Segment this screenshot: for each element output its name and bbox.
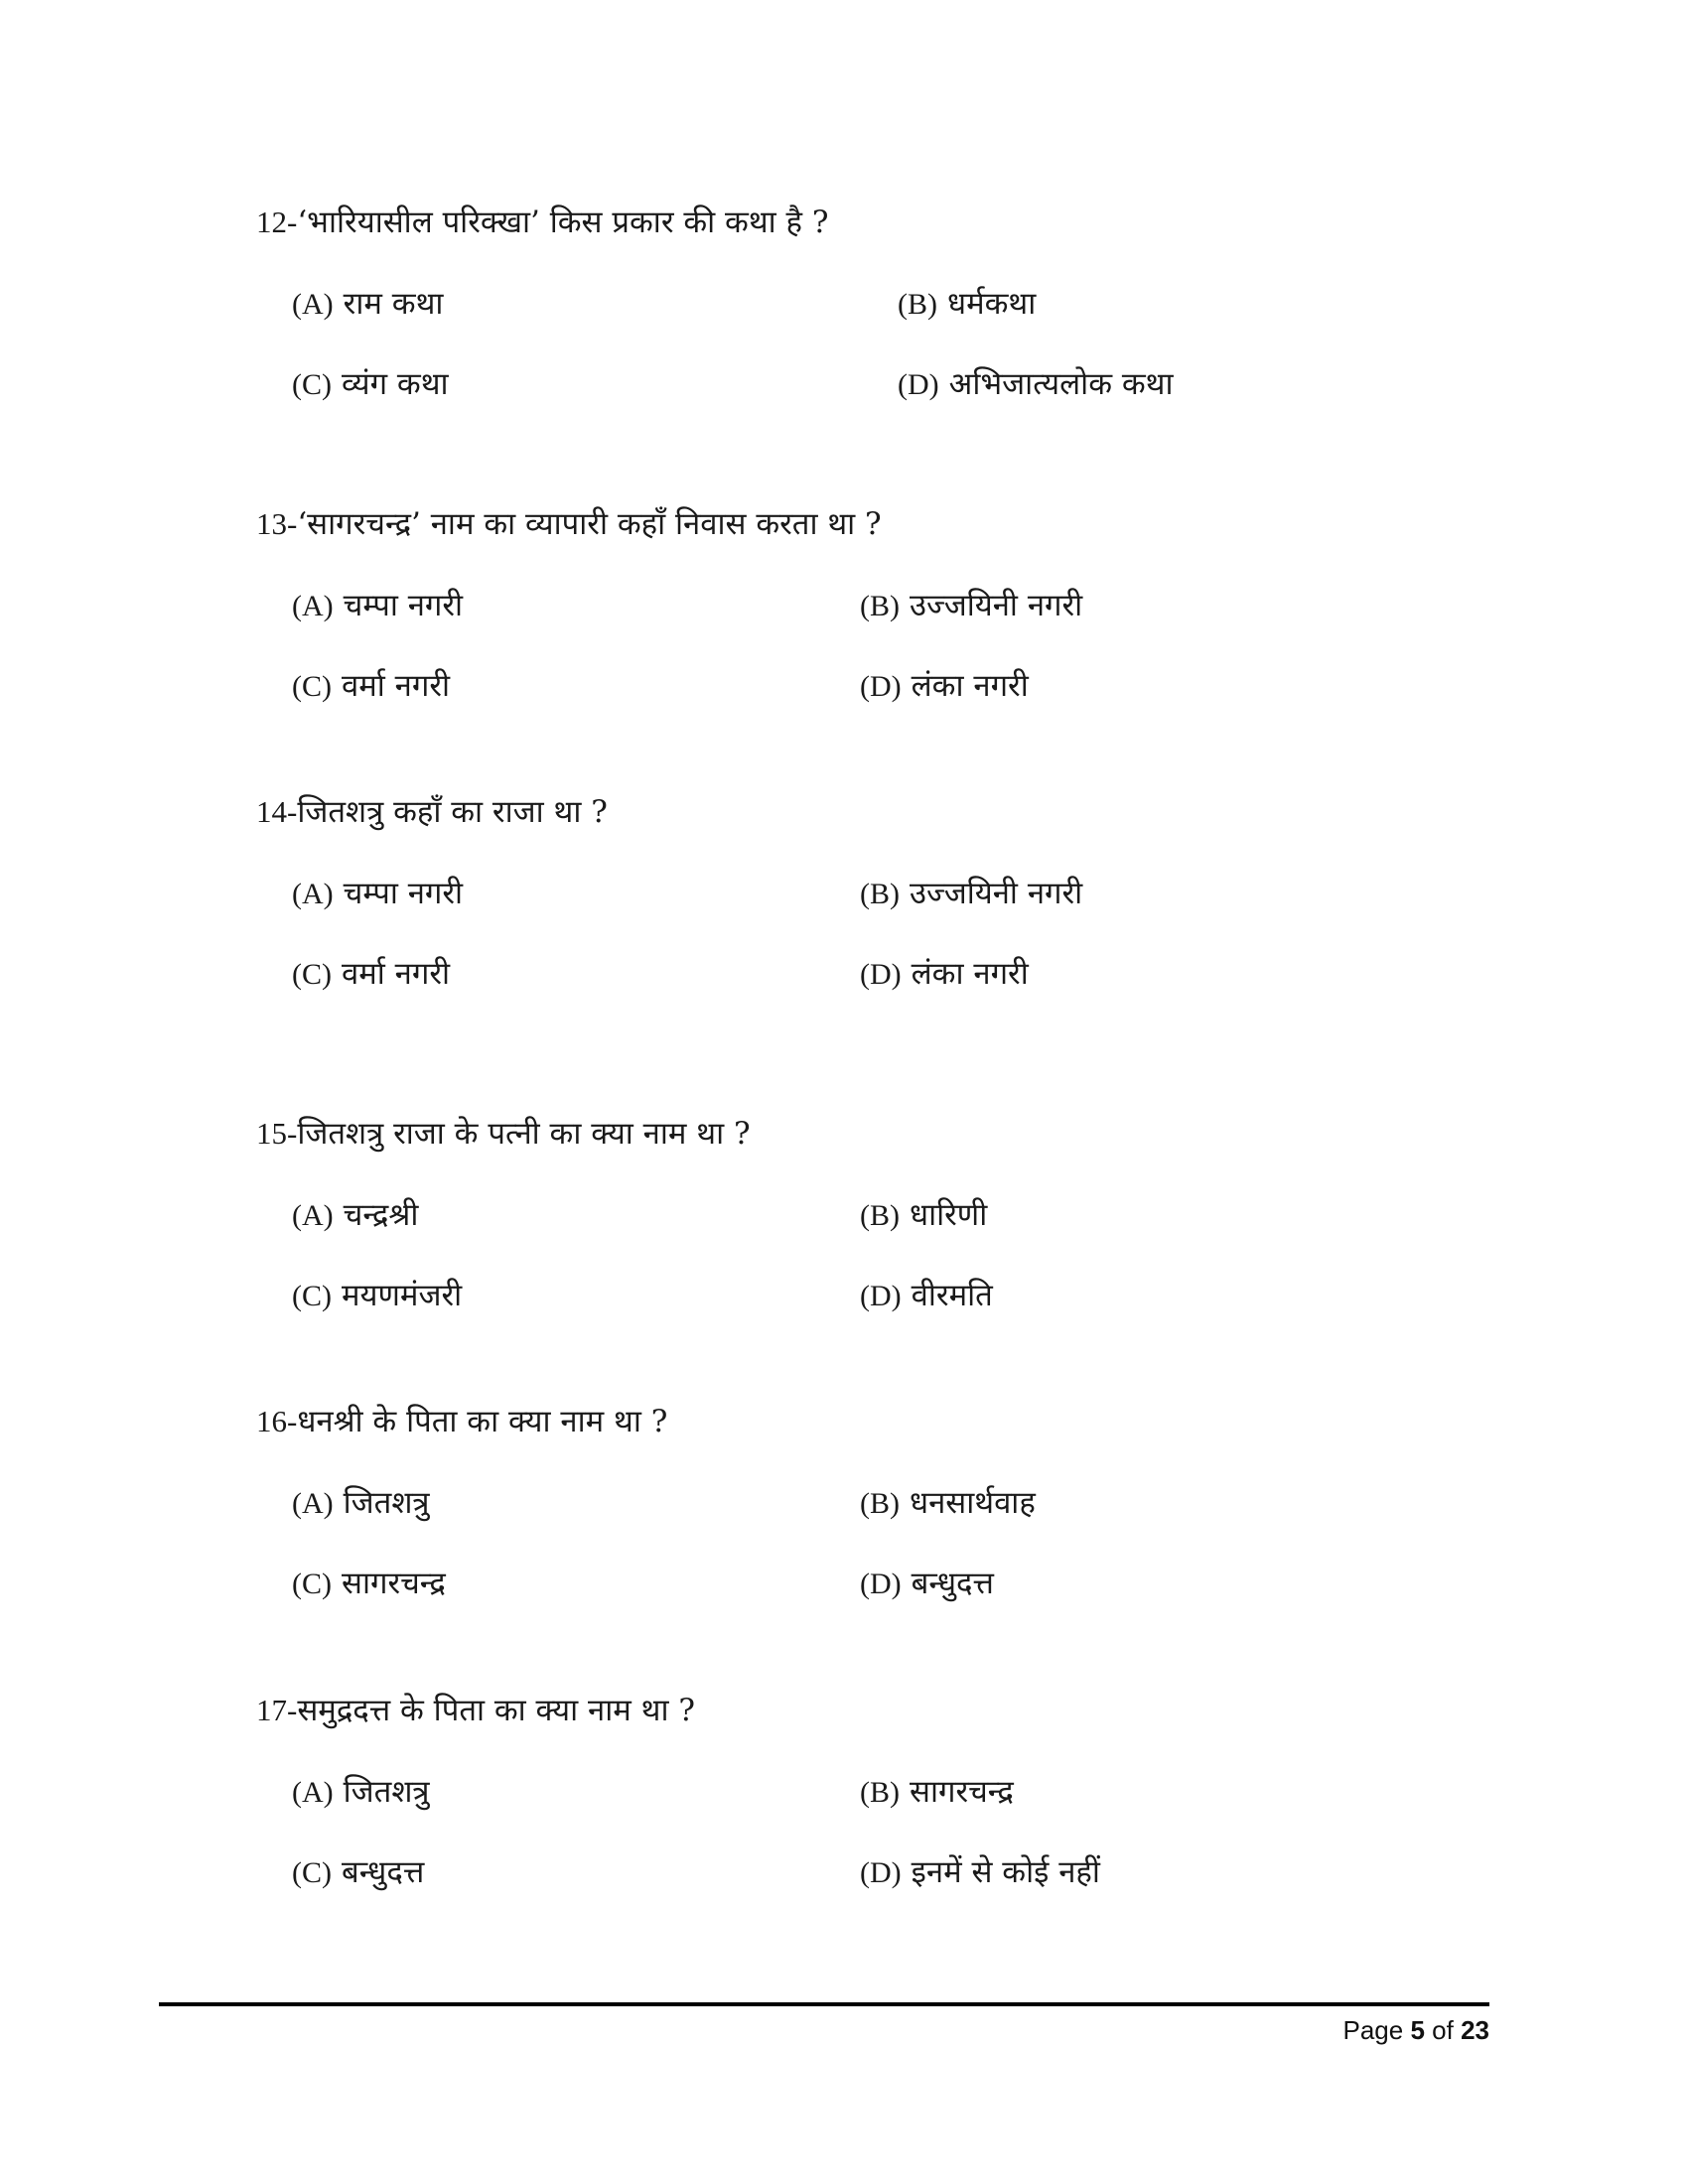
option-text: वर्मा नगरी: [342, 668, 451, 704]
option-c: [292, 1852, 424, 1893]
question-text: [256, 1691, 695, 1730]
footer-divider: [159, 2002, 1489, 2006]
option-c: [292, 1564, 446, 1604]
question-body: ‘भारियासील परिक्खा’ किस प्रकार की कथा है ?: [297, 205, 829, 240]
option-letter: (A): [292, 590, 334, 622]
option-letter: (D): [860, 1568, 902, 1600]
option-b: [898, 284, 1036, 325]
question-number: 14-: [256, 794, 298, 829]
option-a: [292, 1483, 430, 1524]
question-number: 13-: [256, 506, 298, 541]
question-number: 17-: [256, 1693, 298, 1727]
option-c: [292, 666, 450, 707]
option-text: चम्पा नगरी: [343, 588, 464, 623]
option-text: लंका नगरी: [911, 956, 1029, 992]
option-text: सागरचन्द्र: [910, 1774, 1014, 1810]
option-text: व्यंग कथा: [342, 366, 449, 402]
option-c: [292, 954, 450, 995]
question-body: जितशत्रु राजा के पत्नी का क्या नाम था ?: [297, 1116, 751, 1152]
option-b: [860, 1483, 1036, 1524]
option-letter: (D): [860, 670, 902, 703]
question-text: [256, 1114, 751, 1154]
option-letter: (B): [898, 288, 937, 321]
page-word: Page: [1342, 2015, 1404, 2045]
option-text: वर्मा नगरी: [342, 956, 451, 992]
page-number: [1342, 2015, 1489, 2046]
total-pages: 23: [1461, 2015, 1489, 2045]
option-letter: (A): [292, 1776, 334, 1809]
option-letter: (D): [898, 368, 939, 401]
option-letter: (C): [292, 1568, 332, 1600]
option-letter: (A): [292, 1199, 334, 1232]
option-text: धर्मकथा: [947, 286, 1037, 322]
option-d: [860, 1276, 993, 1316]
option-text: वीरमति: [911, 1278, 993, 1313]
option-a: [292, 1772, 430, 1813]
option-text: धारिणी: [910, 1197, 988, 1233]
question-text: [256, 504, 882, 544]
question-body: ‘सागरचन्द्र’ नाम का व्यापारी कहाँ निवास करता था ?: [297, 506, 882, 542]
question-number: 16-: [256, 1404, 298, 1438]
option-letter: (D): [860, 958, 902, 991]
option-d: [860, 1564, 994, 1604]
option-text: राम कथा: [343, 286, 444, 322]
option-c: [292, 364, 449, 405]
option-letter: (B): [860, 1776, 900, 1809]
option-d: [860, 666, 1029, 707]
option-text: चन्द्रश्री: [343, 1197, 419, 1233]
option-letter: (C): [292, 1280, 332, 1312]
option-text: जितशत्रु: [343, 1485, 430, 1521]
option-letter: (B): [860, 1487, 900, 1520]
option-text: इनमें से कोई नहीं: [911, 1854, 1100, 1890]
option-letter: (B): [860, 878, 900, 910]
option-text: जितशत्रु: [343, 1774, 430, 1810]
option-d: [860, 1852, 1100, 1893]
question-body: जितशत्रु कहाँ का राजा था ?: [297, 794, 608, 830]
option-c: [292, 1276, 462, 1316]
option-a: [292, 586, 463, 626]
option-letter: (B): [860, 1199, 900, 1232]
option-b: [860, 586, 1082, 626]
question-number: 12-: [256, 205, 298, 239]
option-text: बन्धुदत्त: [342, 1854, 425, 1890]
question-text: [256, 792, 608, 832]
option-text: अभिजात्यलोक कथा: [948, 366, 1174, 402]
option-text: धनसार्थवाह: [910, 1485, 1036, 1521]
option-letter: (C): [292, 670, 332, 703]
current-page: 5: [1410, 2015, 1425, 2045]
option-letter: (D): [860, 1280, 902, 1312]
option-letter: (C): [292, 368, 332, 401]
option-a: [292, 874, 463, 914]
option-letter: (C): [292, 958, 332, 991]
option-text: मयणमंजरी: [342, 1278, 463, 1313]
option-text: चम्पा नगरी: [343, 876, 464, 911]
option-letter: (B): [860, 590, 900, 622]
option-text: उज्जयिनी नगरी: [910, 876, 1083, 911]
option-b: [860, 1772, 1014, 1813]
option-text: उज्जयिनी नगरी: [910, 588, 1083, 623]
question-body: धनश्री के पिता का क्या नाम था ?: [297, 1404, 668, 1439]
question-body: समुद्रदत्त के पिता का क्या नाम था ?: [297, 1693, 695, 1728]
option-letter: (C): [292, 1856, 332, 1889]
option-text: लंका नगरी: [911, 668, 1029, 704]
option-letter: (A): [292, 878, 334, 910]
option-d: [898, 364, 1174, 405]
of-word: of: [1432, 2015, 1454, 2045]
question-number: 15-: [256, 1116, 298, 1151]
option-letter: (A): [292, 1487, 334, 1520]
option-a: [292, 1195, 418, 1236]
option-letter: (A): [292, 288, 334, 321]
option-b: [860, 1195, 987, 1236]
option-letter: (D): [860, 1856, 902, 1889]
option-a: [292, 284, 443, 325]
question-text: [256, 1402, 667, 1441]
option-d: [860, 954, 1029, 995]
option-text: बन्धुदत्त: [911, 1566, 994, 1601]
option-b: [860, 874, 1082, 914]
question-text: [256, 203, 828, 242]
option-text: सागरचन्द्र: [342, 1566, 446, 1601]
